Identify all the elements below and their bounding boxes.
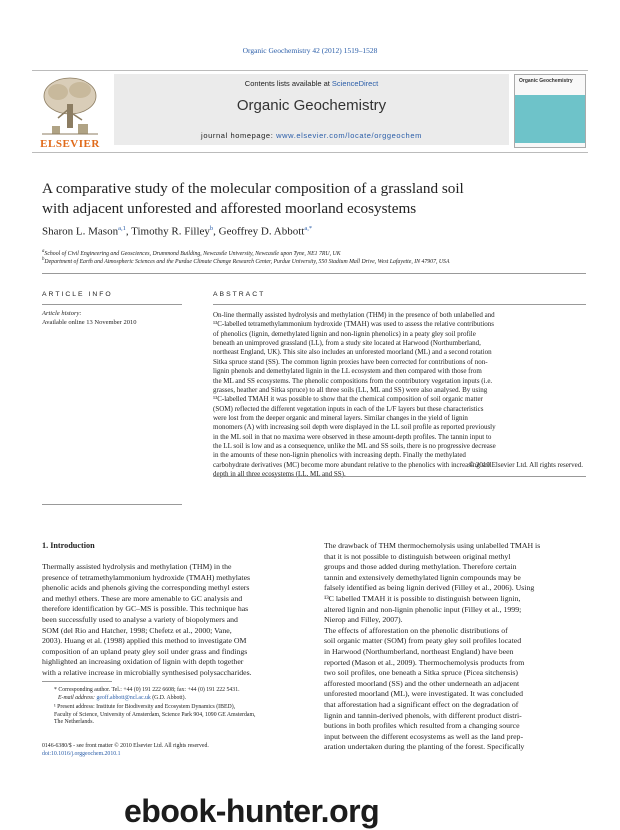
abstract-heading: ABSTRACT <box>213 291 266 298</box>
abstract-line: the LL soil is low and as a consequence, unlike the ML and SS soils, there is no progressive decrease <box>213 442 496 451</box>
footnote-line: ¹ Present address: Institute for Biodiversity and Ecosystem Dynamics (IBED), <box>54 704 236 710</box>
abstract-line: depth in all three ecosystems (LL, ML and SS). <box>213 470 346 479</box>
abstract-line: were lost from the deeper organic and mineral layers. Similar changes in the yield of lignin <box>213 413 468 422</box>
article-info-heading: ARTICLE INFO <box>42 291 113 298</box>
text-line: two soil profiles, one beneath a Sitka spruce (Picea sitchensis) <box>324 668 519 678</box>
author-sup[interactable]: b <box>209 225 214 232</box>
text-line: highlighted an increasing oxidation of lignin with depth together <box>42 657 244 667</box>
present-address-footnote <box>54 704 310 727</box>
footnote-divider <box>42 681 112 682</box>
article-title <box>42 179 582 219</box>
email-footnote <box>58 695 310 703</box>
text-line: reported (Mason et al., 2009). Thermochemolysis products from <box>324 657 525 667</box>
text-line: presence of tetramethylammonium hydroxide (TMAH) methylates <box>42 572 251 582</box>
homepage-prefix: journal homepage: <box>201 131 277 140</box>
abstract-line: ¹³C-labelled TMAH it was possible to show that the chemical composition of soil organic matter <box>213 395 483 404</box>
abstract-line: lignin phenols and demethylated lignin in the LL ecosystem and then compared with those from <box>213 367 482 376</box>
introduction-left-column <box>42 562 310 679</box>
elsevier-tree-logo-icon <box>38 74 102 138</box>
elsevier-logo-text: ELSEVIER <box>40 138 100 150</box>
text-line: groups and those added during methylation. Therefore certain <box>324 562 517 572</box>
abstract-line: Sitka spruce stand (SS). The common lignin proxies have been corrected for contributions of non- <box>213 357 488 366</box>
text-line: falsely identified as being lignin derived (Filley et al., 2006). Using <box>324 583 535 593</box>
sciencedirect-link[interactable]: ScienceDirect <box>331 79 379 88</box>
journal-name: Organic Geochemistry <box>236 97 387 114</box>
abstract-line: northeast England, UK). This site also includes an unforested moorland (ML) and a second rotation <box>213 348 492 357</box>
text-line: that it is not possible to distinguish between original methyl <box>324 551 511 561</box>
journal-cover-thumbnail <box>514 74 586 148</box>
abstract-line: grasses, heather and Sitka spruce) to all three soils (LL, ML and SS) were also analysed. By using <box>213 385 488 394</box>
watermark-text: ebook-hunter.org <box>124 793 380 829</box>
text-line: afforested moorland (SS) and the other underneath an adjacent <box>324 678 520 688</box>
email-link[interactable]: geoff.abbott@ncl.ac.uk <box>96 695 151 701</box>
text-line: ¹³C labelled TMAH it is possible to distinguish between lignin, <box>324 593 521 603</box>
footnote-line: The Netherlands. <box>54 719 94 725</box>
cover-band <box>515 95 585 143</box>
contents-line <box>114 79 509 88</box>
text-line: aration undertaken during the planting of the forest. Specifically <box>324 742 525 752</box>
text-line: butions in both profiles which resulted from a changing source <box>324 721 520 731</box>
text-line: The drawback of THM thermochemolysis using unlabelled TMAH is <box>324 541 541 550</box>
text-line: composition of an upland peaty gley soil under grass and findings <box>42 646 248 656</box>
text-line: that afforestation had a significant effect on the degradation of <box>324 699 519 709</box>
divider <box>213 304 586 305</box>
text-line: Thermally assisted hydrolysis and methylation (THM) in the <box>42 562 232 571</box>
author-name[interactable]: Geoffrey D. Abbott <box>218 225 305 238</box>
abstract-line: in the ML soil in that no maxima were observed in these amount-depth profiles. The tannin input to <box>213 432 492 441</box>
contents-prefix: Contents lists available at <box>244 79 332 88</box>
text-line: input between the different ecosystems as well as the land prep- <box>324 731 524 741</box>
affiliation-b <box>42 256 582 266</box>
text-line: Nierop and Filley, 2007). <box>324 615 403 625</box>
text-line: SOM (del Rio and Hatcher, 1998; Chefetz et al., 2000; Vane, <box>42 625 232 635</box>
text-line: 2003). Huang et al. (1998) applied this method to investigate OM <box>42 636 247 646</box>
text-line: been successfully used to analyse a variety of biopolymers and <box>42 614 238 624</box>
affiliation-sup: b <box>42 257 45 262</box>
corresponding-footnote: * Corresponding author. Tel.: +44 (0) 191 222 6608; fax: +44 (0) 191 222 5431. <box>54 687 240 693</box>
abstract-line: beneath an unimproved grassland (LL), from a study site located at Harwood (Northumberland, <box>213 339 481 348</box>
divider <box>42 504 182 505</box>
text-line: therefore identification by GC–MS is possible. This technique has <box>42 604 249 614</box>
email-label: E-mail address: <box>58 695 97 701</box>
footnote-line: Faculty of Science, University of Amsterdam, Science Park 904, 1090 GE Amsterdam, <box>54 711 256 718</box>
homepage-link[interactable]: www.elsevier.com/locate/orggeochem <box>276 131 422 140</box>
divider <box>42 273 586 274</box>
text-line: in Harwood (Northumberland, northeast England) have been <box>324 646 514 656</box>
article-history-value: Available online 13 November 2010 <box>42 319 137 326</box>
divider <box>42 304 182 305</box>
affiliation-text: School of Civil Engineering and Geosciences, Drummond Building, Newcastle University, Newcastle upon Tyne, NE1 7RU, UK <box>44 250 341 257</box>
author-sep: , <box>213 225 219 238</box>
copyright-notice: © 2010 Elsevier Ltd. All rights reserved. <box>468 461 583 469</box>
divider <box>213 476 586 477</box>
author-list <box>42 225 582 238</box>
text-line: with a relative increase in microbially synthesised polysaccharides. <box>42 667 252 677</box>
abstract-line: monomers (Λ) with increasing soil depth were displayed in the LL soil profile as reported previously <box>213 423 496 432</box>
abstract-line: carbohydrate derivatives (MC) become more abundant relative to the phenolics with increasing soil <box>213 460 492 469</box>
abstract-line: in the amounts of these non-lignin phenolics with increasing depth. Finally the methylated <box>213 451 466 460</box>
doi-link[interactable]: doi:10.1016/j.orggeochem.2010.1 <box>42 751 121 757</box>
title-line-1: A comparative study of the molecular composition of a grassland soil <box>42 180 464 197</box>
author-name[interactable]: Timothy R. Filley <box>131 225 210 238</box>
text-line: The effects of afforestation on the phenolic distributions of <box>324 625 508 635</box>
author-name[interactable]: Sharon L. Mason <box>42 225 119 238</box>
author-sup[interactable]: a,1 <box>118 225 126 232</box>
email-suffix: (G.D. Abbott). <box>150 695 187 701</box>
affiliation-sup: a <box>42 249 45 254</box>
text-line: lignin and tannin-derived phenols, with different product distri- <box>324 710 522 720</box>
introduction-right-column <box>324 541 586 753</box>
journal-homepage <box>114 131 509 140</box>
abstract-line: ¹³C-labelled tetramethylammonium hydroxide (TMAH) was used to assess the relative contributions <box>213 320 495 329</box>
text-line: and methyl ethers. These are more amenable to GC analysis and <box>42 593 243 603</box>
abstract-line: of phenolics (lignin, demethylated lignin and non-lignin phenolics) in a peaty gley soil profile <box>213 329 476 338</box>
cover-title: Organic Geochemistry <box>519 78 573 84</box>
text-line: unforested moorland (ML), were investigated. It was concluded <box>324 689 523 699</box>
abstract-line: On-line thermally assisted hydrolysis and methylation (THM) in the presence of both unlabelled and <box>213 311 495 319</box>
abstract-line: the ML and SS ecosystems. The phenolic compositions from the contributory vegetation inputs (i.e. <box>213 376 493 385</box>
text-line: tannin and extensively demethylated lignin compounds may be <box>324 572 521 582</box>
text-line: soil organic matter (SOM) from peaty gley soil profiles located <box>324 636 522 646</box>
journal-reference[interactable]: Organic Geochemistry 42 (2012) 1519–1528 <box>242 46 378 55</box>
abstract-line: (SOM) reflected the different vegetation inputs in each of the L/F layers but these characteristics <box>213 404 484 413</box>
author-sup[interactable]: a,* <box>304 225 313 232</box>
text-line: phenolic acids and phenols giving the corresponding methyl esters <box>42 583 250 593</box>
affiliation-text: Department of Earth and Atmospheric Sciences and the Purdue Climate Change Research Center, Purdue University, 550 Stadium Mall Drive, West Lafayette, IN 47907, USA <box>44 258 450 265</box>
author-sep: , <box>125 225 132 238</box>
abstract-body <box>213 311 583 479</box>
introduction-heading: 1. Introduction <box>42 541 95 550</box>
title-line-2: with adjacent unforested and afforested moorland ecosystems <box>42 200 417 217</box>
article-history-label: Article history: <box>42 310 82 317</box>
issn-line: 0146-6380/$ - see front matter © 2010 Elsevier Ltd. All rights reserved. <box>42 743 209 749</box>
text-line: altered lignin and non-lignin phenolic input (Filley et al., 1999; <box>324 604 522 614</box>
